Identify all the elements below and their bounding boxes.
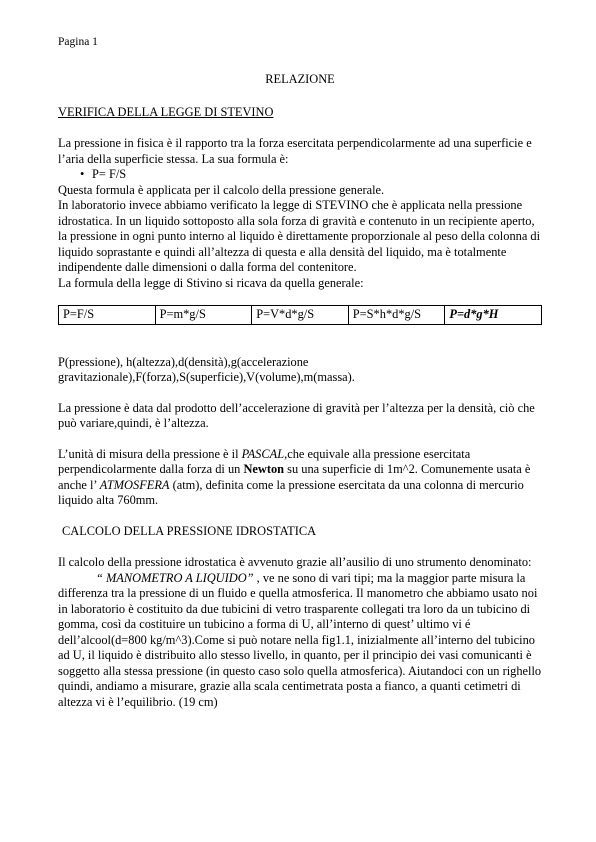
stevino-paragraph: In laboratorio invece abbiamo verificato la legge di STEVINO che è applicata nella pressione idrostatica. In un liquido sottoposto alla sola forza di gravità e contenuto in un recipiente aperto, la pressione in ogni punto interno al liquido è direttamente proporzionale al peso della colonna di liquido soprastante e quindi all’altezza di questa e alla densità del liquido, ma è totalmente indipendente dalle dimensioni o dalla forma del contenitore. [58,198,541,274]
units-paragraph [58,447,542,509]
bullet-item: • P= F/S [92,167,542,183]
variables-legend: P(pressione), h(altezza),d(densità),g(accelerazione gravitazionale),F(forza),S(superficie),V(volume),m(massa). [58,354,355,384]
document-body [58,72,542,710]
section-heading-2: CALCOLO DELLA PRESSIONE IDROSTATICA [62,523,317,538]
text-span: su una superficie di 1m^2. Comunemente usata è anche l’ [58,462,531,492]
table-cell-result: P=d*g*H [445,306,542,325]
text-span: (atm), definita come la pressione esercitata da una colonna di mercurio liquido alta 760mm. [58,477,524,507]
atmosfera-term: ATMOSFERA [99,477,170,492]
general-formula-note: Questa formula è applicata per il calcolo della pressione generale. [58,182,385,197]
text-span: , ve ne sono di vari tipi; ma la maggior parte misura la differenza tra la pressione di un fluido e quella atmosferica. Il manometro che abbiamo usato noi in laboratorio è costituito da due tubicini di vetro trasparente collegati tra loro da un tubicino di gomma, così da costituire un tubicino a forma di U, all’interno di quest’ ultimo vi é dell’alcool(d=800 kg/m^3).Come si può notare nella fig1.1, inizialmente all’interno del tubicino ad U, il liquido è distribuito allo stesso livello, in quanto, per il principio dei vasi comunicanti è soggetto alla stessa pressione (in questo caso solo quella atmosferica). Aiutandoci con un righello quindi, andiamo a misurare, grazie alla scala centimetrata posta a fianco, a quanti cetimetri di altezza vi è l’equilibrio. (19 cm) [58,570,542,709]
text-span: L’unità di misura della pressione è il [58,446,242,461]
formula-table [58,305,542,325]
gravity-paragraph: La pressione è data dal prodotto dell’accelerazione di gravità per l’altezza per la densità, ciò che può variare,quindi, è l’altezza. [58,400,535,430]
table-row [59,306,542,325]
derivation-note: La formula della legge di Stivino si ricava da quella generale: [58,275,364,290]
document-title: RELAZIONE [265,72,335,86]
table-cell: P=S*h*d*g/S [348,306,445,325]
pascal-term: PASCAL, [241,446,288,461]
table-cell: P=m*g/S [155,306,252,325]
newton-term: Newton [243,462,285,476]
manometer-paragraph [58,555,542,710]
table-cell: P=V*d*g/S [252,306,349,325]
text-span: Il calcolo della pressione idrostatica è avvenuto grazie all’ausilio di uno strumento denominato: [58,555,532,569]
formula-bullet-list [58,167,542,183]
intro-paragraph: La pressione in fisica è il rapporto tra la forza esercitata perpendicolarmente ad una superficie e l’aria della superficie stessa. La sua formula è: [58,136,532,166]
section-heading: VERIFICA DELLA LEGGE DI STEVINO [58,104,274,119]
manometer-term: “ MANOMETRO A LIQUIDO” [96,570,254,585]
table-cell: P=F/S [59,306,156,325]
page-number: Pagina 1 [58,36,98,48]
text-span: che equivale alla pressione esercitata perpendicolarmente dalla forza di un [58,446,471,476]
